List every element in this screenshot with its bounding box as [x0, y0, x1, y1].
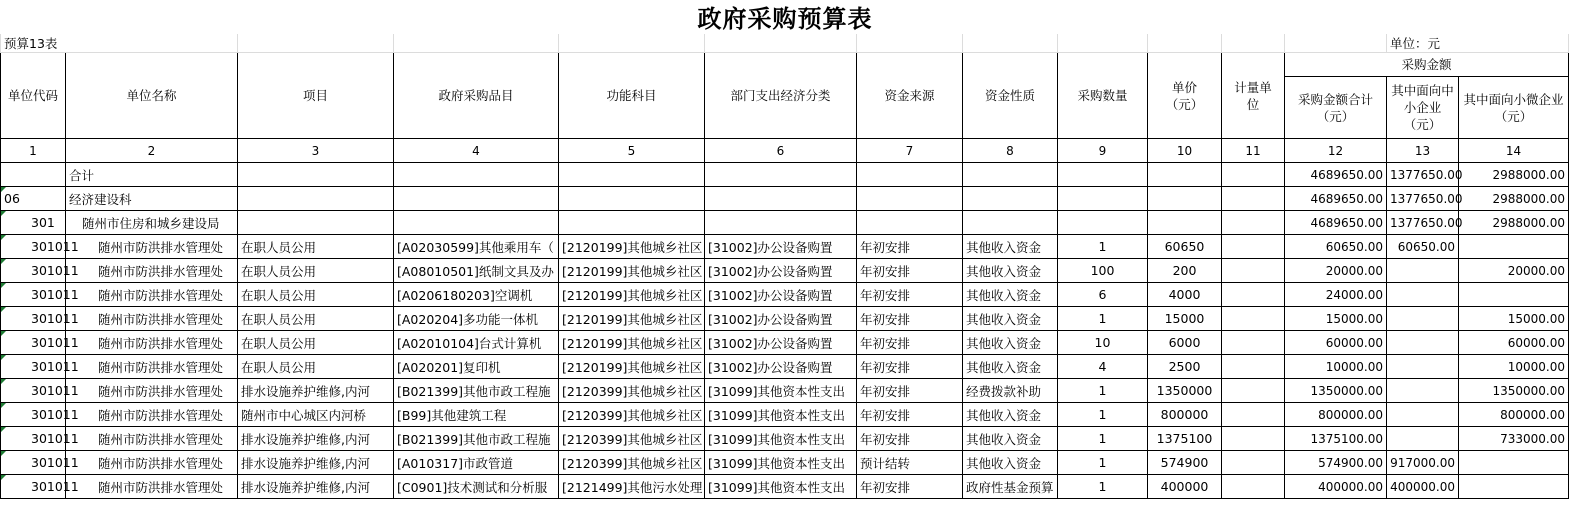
column-number: 8 — [963, 139, 1058, 163]
fund-nature-cell: 政府性基金预算 — [963, 475, 1058, 499]
quantity-cell: 6 — [1058, 283, 1148, 307]
header-function-subject: 功能科目 — [559, 53, 705, 139]
unit-price-cell: 400000 — [1148, 475, 1222, 499]
project-cell: 在职人员公用 — [238, 331, 394, 355]
fund-source-cell: 年初安排 — [857, 403, 963, 427]
function-subject-cell: [2120399]其他城乡社区 — [559, 427, 705, 451]
econ-class-cell: [31099]其他资本性支出 — [705, 403, 857, 427]
sme-amount-cell — [1387, 355, 1459, 379]
amount-total-cell: 10000.00 — [1285, 355, 1387, 379]
column-number: 5 — [559, 139, 705, 163]
procurement-item-cell: [C0901]技术测试和分析服 — [394, 475, 559, 499]
quantity-cell: 1 — [1058, 475, 1148, 499]
amount-total-cell: 4689650.00 — [1285, 187, 1387, 211]
unit-name-cell: 随州市防洪排水管理处 — [66, 331, 238, 355]
empty-cell — [1148, 163, 1222, 187]
header-fund-nature: 资金性质 — [963, 53, 1058, 139]
function-subject-cell: [2120199]其他城乡社区 — [559, 259, 705, 283]
unit-code-cell: 301011 — [1, 283, 66, 307]
fund-nature-cell: 其他收入资金 — [963, 307, 1058, 331]
unit-price-cell: 574900 — [1148, 451, 1222, 475]
header-procurement-item: 政府采购品目 — [394, 53, 559, 139]
fund-source-cell: 年初安排 — [857, 355, 963, 379]
table-row — [1, 427, 1569, 451]
project-cell: 在职人员公用 — [238, 355, 394, 379]
header-sme-amount: 其中面向中小企业（元） — [1387, 77, 1459, 139]
amount-total-cell: 60650.00 — [1285, 235, 1387, 259]
unit-name-cell: 随州市防洪排水管理处 — [66, 283, 238, 307]
sme-amount-cell — [1387, 307, 1459, 331]
micro-amount-cell: 15000.00 — [1459, 307, 1569, 331]
amount-total-cell: 4689650.00 — [1285, 211, 1387, 235]
unit-name-cell: 随州市防洪排水管理处 — [66, 379, 238, 403]
empty-cell — [705, 163, 857, 187]
econ-class-cell: [31002]办公设备购置 — [705, 307, 857, 331]
empty-cell — [857, 211, 963, 235]
fund-nature-cell: 其他收入资金 — [963, 259, 1058, 283]
empty-cell — [559, 211, 705, 235]
quantity-cell: 10 — [1058, 331, 1148, 355]
table-id: 预算13表 — [1, 34, 238, 53]
project-cell: 在职人员公用 — [238, 235, 394, 259]
quantity-cell: 1 — [1058, 427, 1148, 451]
sme-amount-cell: 1377650.00 — [1387, 211, 1459, 235]
empty-cell — [1222, 163, 1285, 187]
micro-amount-cell: 20000.00 — [1459, 259, 1569, 283]
unit-price-cell: 6000 — [1148, 331, 1222, 355]
unit-code-cell: 301011 — [1, 427, 66, 451]
unit-price-cell: 1375100 — [1148, 427, 1222, 451]
empty-cell — [238, 163, 394, 187]
fund-nature-cell: 其他收入资金 — [963, 403, 1058, 427]
unit-name-cell: 随州市防洪排水管理处 — [66, 451, 238, 475]
amount-total-cell: 574900.00 — [1285, 451, 1387, 475]
header-project: 项目 — [238, 53, 394, 139]
table-row — [1, 403, 1569, 427]
procurement-item-cell: [A020201]复印机 — [394, 355, 559, 379]
amount-total-cell: 800000.00 — [1285, 403, 1387, 427]
unit-name-cell: 随州市住房和城乡建设局 — [66, 211, 238, 235]
econ-class-cell: [31002]办公设备购置 — [705, 331, 857, 355]
fund-nature-cell: 其他收入资金 — [963, 355, 1058, 379]
sme-amount-cell: 1377650.00 — [1387, 187, 1459, 211]
unit-code-cell: 301011 — [1, 403, 66, 427]
project-cell: 随州市中心城区内河桥 — [238, 403, 394, 427]
unit-name-cell: 随州市防洪排水管理处 — [66, 403, 238, 427]
micro-amount-cell — [1459, 475, 1569, 499]
amount-total-cell: 20000.00 — [1285, 259, 1387, 283]
econ-class-cell: [31002]办公设备购置 — [705, 259, 857, 283]
procurement-item-cell: [A02030599]其他乘用车（ — [394, 235, 559, 259]
header-micro-amount: 其中面向小微企业（元） — [1459, 77, 1569, 139]
econ-class-cell: [31099]其他资本性支出 — [705, 427, 857, 451]
sme-amount-cell — [1387, 379, 1459, 403]
unit-code-cell: 301011 — [1, 235, 66, 259]
project-cell: 在职人员公用 — [238, 307, 394, 331]
summary-row — [1, 163, 1569, 187]
micro-amount-cell: 800000.00 — [1459, 403, 1569, 427]
project-cell: 排水设施养护维修,内河 — [238, 475, 394, 499]
amount-total-cell: 4689650.00 — [1285, 163, 1387, 187]
function-subject-cell: [2120199]其他城乡社区 — [559, 331, 705, 355]
sme-amount-cell — [1387, 427, 1459, 451]
quantity-cell: 100 — [1058, 259, 1148, 283]
fund-source-cell: 预计结转 — [857, 451, 963, 475]
unit-price-cell: 15000 — [1148, 307, 1222, 331]
empty-cell — [705, 211, 857, 235]
unit-price-cell: 2500 — [1148, 355, 1222, 379]
econ-class-cell: [31002]办公设备购置 — [705, 355, 857, 379]
econ-class-cell: [31099]其他资本性支出 — [705, 451, 857, 475]
header-fund-source: 资金来源 — [857, 53, 963, 139]
fund-source-cell: 年初安排 — [857, 283, 963, 307]
measure-unit-cell — [1222, 451, 1285, 475]
project-cell: 排水设施养护维修,内河 — [238, 451, 394, 475]
procurement-item-cell: [B021399]其他市政工程施 — [394, 427, 559, 451]
fund-source-cell: 年初安排 — [857, 307, 963, 331]
micro-amount-cell: 60000.00 — [1459, 331, 1569, 355]
micro-amount-cell: 1350000.00 — [1459, 379, 1569, 403]
procurement-item-cell: [A0206180203]空调机 — [394, 283, 559, 307]
unit-price-cell: 60650 — [1148, 235, 1222, 259]
measure-unit-cell — [1222, 355, 1285, 379]
amount-total-cell: 1350000.00 — [1285, 379, 1387, 403]
column-number: 3 — [238, 139, 394, 163]
sme-amount-cell — [1387, 403, 1459, 427]
empty-cell — [963, 163, 1058, 187]
column-number: 14 — [1459, 139, 1569, 163]
header-row-1 — [1, 53, 1569, 77]
empty-cell — [559, 163, 705, 187]
econ-class-cell: [31099]其他资本性支出 — [705, 475, 857, 499]
measure-unit-cell — [1222, 283, 1285, 307]
project-cell: 排水设施养护维修,内河 — [238, 379, 394, 403]
column-number: 12 — [1285, 139, 1387, 163]
quantity-cell: 1 — [1058, 307, 1148, 331]
unit-code-cell: 301011 — [1, 259, 66, 283]
fund-nature-cell: 其他收入资金 — [963, 427, 1058, 451]
econ-class-cell: [31002]办公设备购置 — [705, 283, 857, 307]
procurement-item-cell: [A02010104]台式计算机 — [394, 331, 559, 355]
unit-name-cell: 随州市防洪排水管理处 — [66, 427, 238, 451]
micro-amount-cell — [1459, 283, 1569, 307]
unit-price-cell: 800000 — [1148, 403, 1222, 427]
sme-amount-cell: 400000.00 — [1387, 475, 1459, 499]
column-number: 1 — [1, 139, 66, 163]
column-number: 2 — [66, 139, 238, 163]
column-number: 9 — [1058, 139, 1148, 163]
empty-cell — [1058, 211, 1148, 235]
empty-cell — [559, 187, 705, 211]
unit-name-cell: 随州市防洪排水管理处 — [66, 355, 238, 379]
function-subject-cell: [2121499]其他污水处理 — [559, 475, 705, 499]
quantity-cell: 4 — [1058, 355, 1148, 379]
micro-amount-cell — [1459, 235, 1569, 259]
quantity-cell: 1 — [1058, 235, 1148, 259]
micro-amount-cell: 2988000.00 — [1459, 211, 1569, 235]
micro-amount-cell: 10000.00 — [1459, 355, 1569, 379]
fund-source-cell: 年初安排 — [857, 475, 963, 499]
empty-cell — [963, 211, 1058, 235]
column-number: 13 — [1387, 139, 1459, 163]
column-number: 11 — [1222, 139, 1285, 163]
measure-unit-cell — [1222, 379, 1285, 403]
sme-amount-cell — [1387, 259, 1459, 283]
micro-amount-cell: 2988000.00 — [1459, 187, 1569, 211]
unit-label: 单位：元 — [1387, 34, 1569, 53]
empty-cell — [1222, 211, 1285, 235]
unit-code-cell: 301011 — [1, 379, 66, 403]
summary-row — [1, 187, 1569, 211]
unit-name-cell: 随州市防洪排水管理处 — [66, 307, 238, 331]
project-cell: 排水设施养护维修,内河 — [238, 427, 394, 451]
header-quantity: 采购数量 — [1058, 53, 1148, 139]
empty-cell — [705, 187, 857, 211]
unit-name-cell: 随州市防洪排水管理处 — [66, 259, 238, 283]
measure-unit-cell — [1222, 259, 1285, 283]
unit-code-cell: 301011 — [1, 307, 66, 331]
fund-source-cell: 年初安排 — [857, 427, 963, 451]
fund-source-cell: 年初安排 — [857, 379, 963, 403]
unit-code-cell: 301011 — [1, 355, 66, 379]
amount-total-cell: 60000.00 — [1285, 331, 1387, 355]
header-amount-total: 采购金额合计（元） — [1285, 77, 1387, 139]
fund-nature-cell: 其他收入资金 — [963, 283, 1058, 307]
empty-cell — [1148, 211, 1222, 235]
procurement-item-cell: [A08010501]纸制文具及办 — [394, 259, 559, 283]
amount-total-cell: 1375100.00 — [1285, 427, 1387, 451]
column-number: 10 — [1148, 139, 1222, 163]
meta-row — [1, 34, 1569, 53]
column-number-row — [1, 139, 1569, 163]
table-row — [1, 283, 1569, 307]
measure-unit-cell — [1222, 403, 1285, 427]
unit-code-cell: 06 — [1, 187, 66, 211]
page-title: 政府采购预算表 — [697, 5, 873, 33]
procurement-item-cell: [A010317]市政管道 — [394, 451, 559, 475]
table-row — [1, 475, 1569, 499]
unit-code-cell: 301011 — [1, 475, 66, 499]
column-number: 6 — [705, 139, 857, 163]
table-row — [1, 331, 1569, 355]
function-subject-cell: [2120399]其他城乡社区 — [559, 403, 705, 427]
econ-class-cell: [31002]办公设备购置 — [705, 235, 857, 259]
micro-amount-cell — [1459, 451, 1569, 475]
table-row — [1, 259, 1569, 283]
unit-name-cell: 随州市防洪排水管理处 — [66, 235, 238, 259]
fund-nature-cell: 经费拨款补助 — [963, 379, 1058, 403]
function-subject-cell: [2120399]其他城乡社区 — [559, 379, 705, 403]
micro-amount-cell: 2988000.00 — [1459, 163, 1569, 187]
project-cell: 在职人员公用 — [238, 259, 394, 283]
sme-amount-cell: 1377650.00 — [1387, 163, 1459, 187]
measure-unit-cell — [1222, 307, 1285, 331]
econ-class-cell: [31099]其他资本性支出 — [705, 379, 857, 403]
function-subject-cell: [2120199]其他城乡社区 — [559, 307, 705, 331]
unit-price-cell: 200 — [1148, 259, 1222, 283]
function-subject-cell: [2120199]其他城乡社区 — [559, 283, 705, 307]
project-cell: 在职人员公用 — [238, 283, 394, 307]
unit-code-cell: 301011 — [1, 331, 66, 355]
table-row — [1, 451, 1569, 475]
unit-code-cell: 301 — [1, 211, 66, 235]
table-row — [1, 307, 1569, 331]
summary-row — [1, 211, 1569, 235]
quantity-cell: 1 — [1058, 451, 1148, 475]
amount-total-cell: 15000.00 — [1285, 307, 1387, 331]
measure-unit-cell — [1222, 331, 1285, 355]
procurement-item-cell: [B99]其他建筑工程 — [394, 403, 559, 427]
empty-cell — [1058, 163, 1148, 187]
measure-unit-cell — [1222, 235, 1285, 259]
empty-cell — [857, 163, 963, 187]
sme-amount-cell: 917000.00 — [1387, 451, 1459, 475]
header-amount-group: 采购金额 — [1285, 53, 1569, 77]
unit-name-cell: 合计 — [66, 163, 238, 187]
fund-nature-cell: 其他收入资金 — [963, 235, 1058, 259]
empty-cell — [1148, 187, 1222, 211]
column-number: 4 — [394, 139, 559, 163]
procurement-budget-table — [0, 34, 1569, 499]
fund-nature-cell: 其他收入资金 — [963, 331, 1058, 355]
empty-cell — [238, 211, 394, 235]
empty-cell — [394, 211, 559, 235]
header-unit-price: 单价（元） — [1148, 53, 1222, 139]
quantity-cell: 1 — [1058, 379, 1148, 403]
unit-name-cell: 随州市防洪排水管理处 — [66, 475, 238, 499]
function-subject-cell: [2120199]其他城乡社区 — [559, 235, 705, 259]
empty-cell — [1058, 187, 1148, 211]
function-subject-cell: [2120199]其他城乡社区 — [559, 355, 705, 379]
empty-cell — [394, 163, 559, 187]
fund-source-cell: 年初安排 — [857, 259, 963, 283]
table-row — [1, 355, 1569, 379]
fund-nature-cell: 其他收入资金 — [963, 451, 1058, 475]
procurement-item-cell: [A020204]多功能一体机 — [394, 307, 559, 331]
function-subject-cell: [2120399]其他城乡社区 — [559, 451, 705, 475]
header-measure-unit: 计量单位 — [1222, 53, 1285, 139]
empty-cell — [238, 187, 394, 211]
header-unit-code: 单位代码 — [1, 53, 66, 139]
measure-unit-cell — [1222, 475, 1285, 499]
fund-source-cell: 年初安排 — [857, 235, 963, 259]
empty-cell — [1222, 187, 1285, 211]
measure-unit-cell — [1222, 427, 1285, 451]
table-row — [1, 379, 1569, 403]
table-row — [1, 235, 1569, 259]
header-econ-class: 部门支出经济分类 — [705, 53, 857, 139]
sme-amount-cell: 60650.00 — [1387, 235, 1459, 259]
sme-amount-cell — [1387, 331, 1459, 355]
micro-amount-cell: 733000.00 — [1459, 427, 1569, 451]
sme-amount-cell — [1387, 283, 1459, 307]
empty-cell — [963, 187, 1058, 211]
amount-total-cell: 400000.00 — [1285, 475, 1387, 499]
quantity-cell: 1 — [1058, 403, 1148, 427]
empty-cell — [857, 187, 963, 211]
procurement-item-cell: [B021399]其他市政工程施 — [394, 379, 559, 403]
unit-code-cell: 301011 — [1, 451, 66, 475]
unit-price-cell: 1350000 — [1148, 379, 1222, 403]
column-number: 7 — [857, 139, 963, 163]
unit-name-cell: 经济建设科 — [66, 187, 238, 211]
unit-code-cell — [1, 163, 66, 187]
header-unit-name: 单位名称 — [66, 53, 238, 139]
unit-price-cell: 4000 — [1148, 283, 1222, 307]
empty-cell — [394, 187, 559, 211]
fund-source-cell: 年初安排 — [857, 331, 963, 355]
amount-total-cell: 24000.00 — [1285, 283, 1387, 307]
